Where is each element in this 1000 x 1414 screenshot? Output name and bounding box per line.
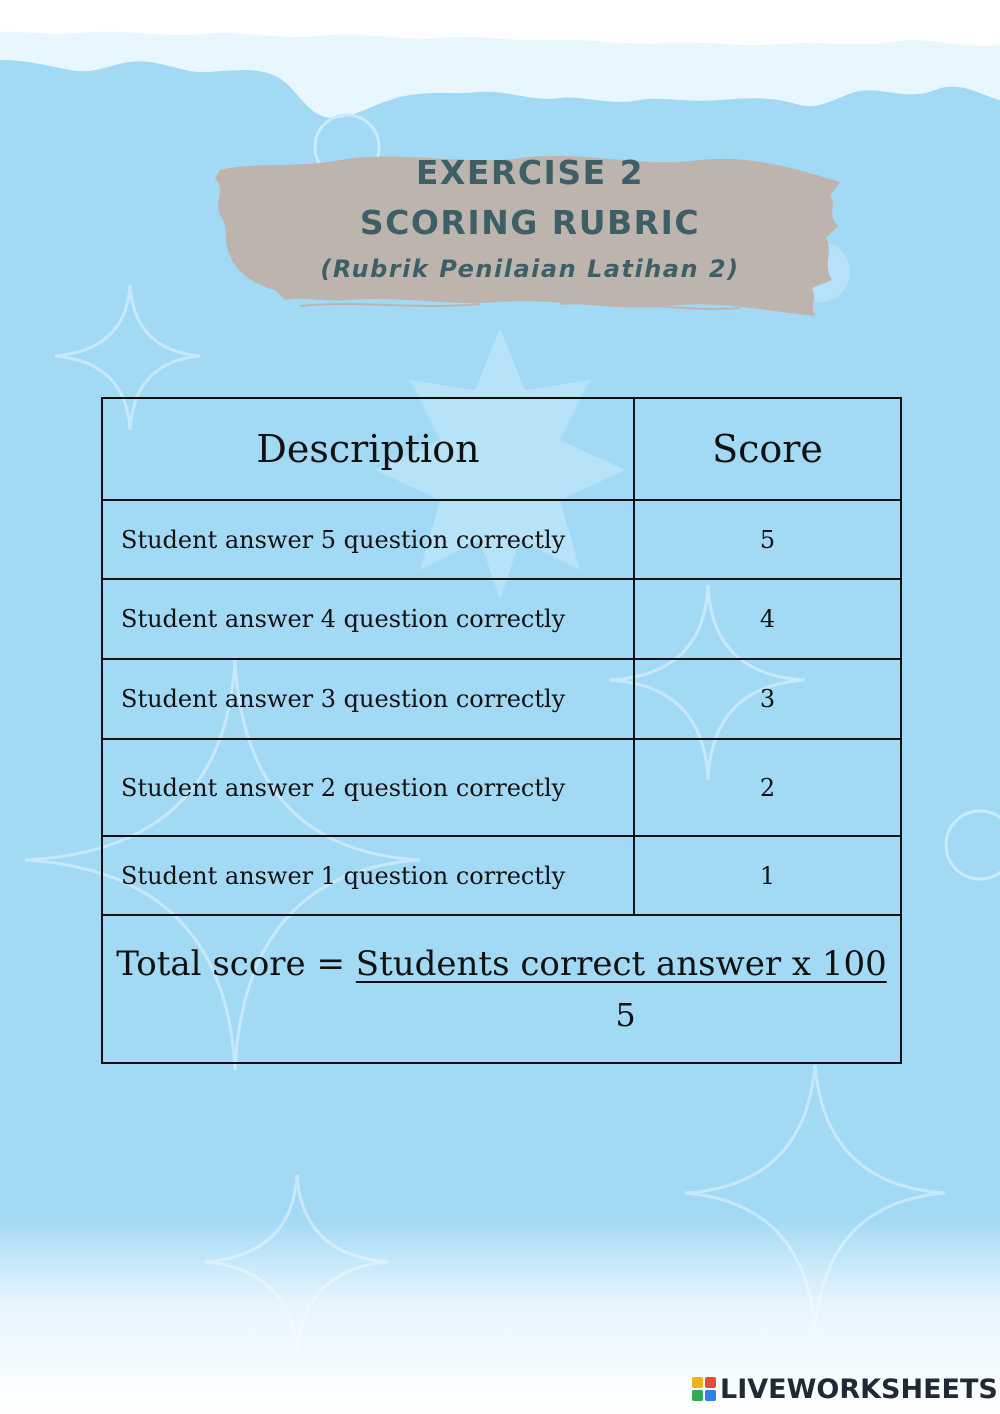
title-block bbox=[215, 150, 845, 283]
scoring-rubric-table bbox=[101, 397, 902, 1064]
page-title: EXERCISE 2 bbox=[415, 153, 645, 192]
row-description: Student answer 4 question correctly bbox=[102, 579, 634, 659]
row-score: 5 bbox=[634, 500, 901, 579]
table-row bbox=[102, 659, 901, 739]
page-subtitle-translation: (Rubrik Penilaian Latihan 2) bbox=[320, 255, 740, 283]
table-row bbox=[102, 739, 901, 836]
liveworksheets-logo-icon bbox=[692, 1377, 716, 1401]
total-score-numerator: Students correct answer x 100 bbox=[355, 944, 887, 984]
total-score-cell bbox=[102, 915, 901, 1063]
table-header-row bbox=[102, 398, 901, 500]
row-description: Student answer 2 question correctly bbox=[102, 739, 634, 836]
total-score-row bbox=[102, 915, 901, 1063]
row-description: Student answer 5 question correctly bbox=[102, 500, 634, 579]
table-row bbox=[102, 500, 901, 579]
row-score: 1 bbox=[634, 836, 901, 915]
table-row bbox=[102, 579, 901, 659]
column-header-description: Description bbox=[102, 398, 634, 500]
logo-text: LIVEWORKSHEETS bbox=[720, 1373, 998, 1405]
column-header-score: Score bbox=[634, 398, 901, 500]
total-score-formula bbox=[103, 944, 900, 984]
total-score-denominator: 5 bbox=[615, 996, 636, 1034]
liveworksheets-logo bbox=[692, 1374, 998, 1404]
row-score: 4 bbox=[634, 579, 901, 659]
page-subtitle: SCORING RUBRIC bbox=[359, 203, 701, 242]
row-description: Student answer 3 question correctly bbox=[102, 659, 634, 739]
row-score: 3 bbox=[634, 659, 901, 739]
table-row bbox=[102, 836, 901, 915]
row-description: Student answer 1 question correctly bbox=[102, 836, 634, 915]
total-score-prefix: Total score = bbox=[116, 944, 356, 984]
row-score: 2 bbox=[634, 739, 901, 836]
